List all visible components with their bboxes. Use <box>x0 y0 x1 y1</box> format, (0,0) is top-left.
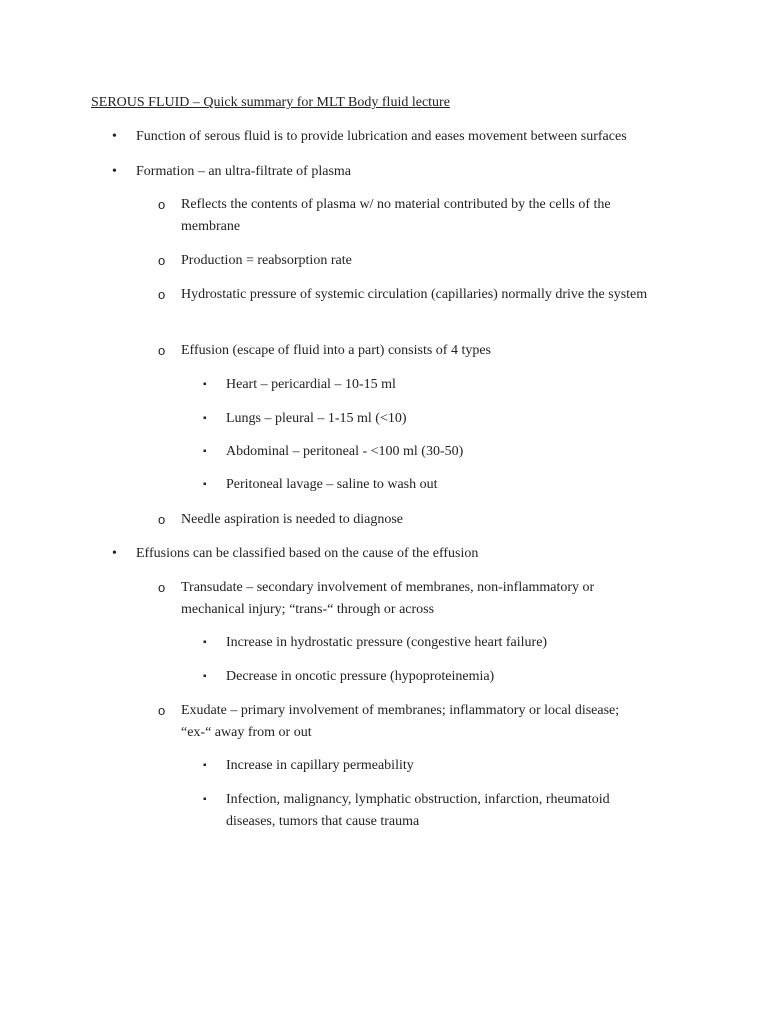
list-item-text: Production = reabsorption rate <box>181 253 352 268</box>
bullet-marker: o <box>158 703 166 718</box>
list-item-text: Increase in hydrostatic pressure (congestive heart failure) <box>226 635 548 650</box>
bullet-marker: o <box>158 287 166 302</box>
list-item <box>112 126 736 148</box>
list-item <box>158 194 651 238</box>
list-item <box>203 632 656 654</box>
list-item <box>158 577 651 621</box>
list-item <box>158 700 651 744</box>
list-item <box>112 543 736 565</box>
list-item-text: Function of serous fluid is to provide lubrication and eases movement between surfaces <box>136 129 627 144</box>
list-item-text: Effusion (escape of fluid into a part) consists of 4 types <box>181 343 492 358</box>
list-item <box>203 666 656 688</box>
list-item-text: Exudate – primary involvement of membranes; inflammatory or local disease; “ex-“ away from or out <box>181 703 620 740</box>
list-item-text: Lungs – pleural – 1-15 ml (<10) <box>226 411 407 426</box>
list-item-text: Heart – pericardial – 10-15 ml <box>226 377 396 392</box>
list-item <box>158 250 651 272</box>
list-item-text: Infection, malignancy, lymphatic obstruction, infarction, rheumatoid diseases, tumors that cause trauma <box>226 792 610 829</box>
list-item <box>203 755 656 777</box>
bullet-marker: • <box>112 164 117 179</box>
list-item-text: Abdominal – peritoneal - <100 ml (30-50) <box>226 444 464 459</box>
list-item-text: Decrease in oncotic pressure (hypoproteinemia) <box>226 669 495 684</box>
list-item <box>203 789 656 833</box>
bullet-marker: ▪ <box>203 760 207 771</box>
bullet-marker: • <box>112 546 117 561</box>
list-item <box>158 509 651 531</box>
bullet-marker: o <box>158 343 166 358</box>
bullet-marker: ▪ <box>203 446 207 457</box>
list-item <box>158 284 651 306</box>
bullet-marker: o <box>158 512 166 527</box>
bullet-marker: ▪ <box>203 379 207 390</box>
list-item-text: Effusions can be classified based on the cause of the effusion <box>136 546 479 561</box>
bullet-marker: o <box>158 197 166 212</box>
document-title: SEROUS FLUID – Quick summary for MLT Body fluid lecture <box>91 95 450 110</box>
bullet-marker: o <box>158 580 166 595</box>
list-item <box>203 374 656 396</box>
bullet-marker: ▪ <box>203 413 207 424</box>
list-item-text: Reflects the contents of plasma w/ no material contributed by the cells of the membrane <box>181 197 611 234</box>
bullet-marker: ▪ <box>203 637 207 648</box>
list-item-text: Hydrostatic pressure of systemic circulation (capillaries) normally drive the system <box>181 287 648 302</box>
list-item-text: Formation – an ultra-filtrate of plasma <box>136 164 351 179</box>
list-item <box>158 340 651 362</box>
list-item-text: Needle aspiration is needed to diagnose <box>181 512 403 527</box>
bullet-marker: ▪ <box>203 671 207 682</box>
list-item-text: Peritoneal lavage – saline to wash out <box>226 477 438 492</box>
bullet-marker: ▪ <box>203 479 207 490</box>
list-item <box>203 408 656 430</box>
bullet-marker: ▪ <box>203 794 207 805</box>
list-item-text: Increase in capillary permeability <box>226 758 414 773</box>
list-item-text: Transudate – secondary involvement of membranes, non-inflammatory or mechanical injury; “trans-“ through or across <box>181 580 595 617</box>
bullet-marker: o <box>158 253 166 268</box>
list-item <box>112 161 736 183</box>
list-item <box>203 474 656 496</box>
bullet-marker: • <box>112 129 117 144</box>
list-item <box>203 441 656 463</box>
